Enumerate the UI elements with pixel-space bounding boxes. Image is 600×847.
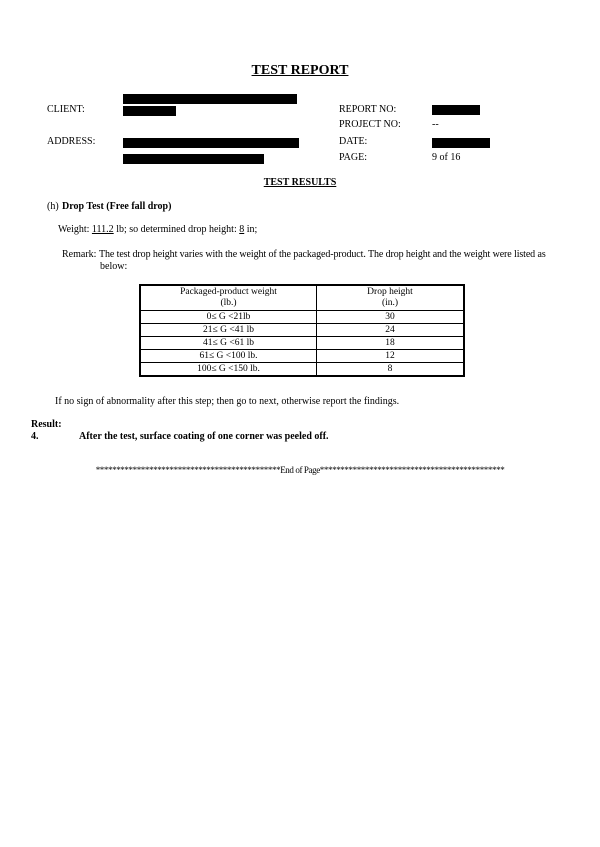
height-cell: 18 (317, 337, 465, 350)
end-of-page-marker: *********************************************End of Page********************************************* (95, 465, 505, 475)
weight-header-line2: (lb.) (220, 298, 237, 308)
weight-header-line1: Packaged-product weight (180, 287, 277, 297)
drop-height-column-header (317, 285, 465, 311)
client-label: CLIENT: (47, 104, 85, 115)
table-row (140, 324, 464, 337)
address-redaction-1 (123, 138, 299, 148)
address-label: ADDRESS: (47, 136, 96, 147)
drop-height-table (139, 284, 465, 377)
address-redaction-2 (123, 154, 264, 164)
height-cell: 30 (317, 311, 465, 324)
height-header-line1: Drop height (367, 287, 413, 297)
date-label: DATE: (339, 136, 368, 147)
result-text: After the test, surface coating of one corner was peeled off. (79, 431, 329, 442)
weight-cell: 41≤ G <61 lb (140, 337, 317, 350)
test-results-heading: TEST RESULTS (263, 177, 337, 188)
project-no-value: -- (432, 119, 439, 130)
remark-line-1: The test drop height varies with the weight of the packaged-product. The drop height and the weight were listed as (99, 249, 546, 260)
weight-line (58, 224, 257, 235)
weight-cell: 100≤ G <150 lb. (140, 363, 317, 377)
height-header-line2: (in.) (381, 298, 399, 308)
table-row (140, 363, 464, 377)
page-number: 9 of 16 (432, 152, 461, 163)
client-name-redaction (123, 94, 297, 104)
project-no-label: PROJECT NO: (339, 119, 401, 130)
remark-line-2: below: (100, 261, 128, 272)
page-label: PAGE: (339, 152, 367, 163)
item-title: Drop Test (Free fall drop) (62, 201, 172, 212)
item-marker: (h) (47, 201, 59, 212)
weight-cell: 21≤ G <41 lb (140, 324, 317, 337)
table-header-row (140, 285, 464, 311)
height-cell: 8 (317, 363, 465, 377)
table-row (140, 350, 464, 363)
remark-label: Remark: (62, 249, 97, 260)
date-redaction (432, 138, 490, 148)
height-cell: 12 (317, 350, 465, 363)
report-no-redaction (432, 105, 480, 115)
client-name-redaction-2 (123, 106, 176, 116)
weight-cell: 61≤ G <100 lb. (140, 350, 317, 363)
result-label: Result: (31, 419, 62, 430)
weight-value: 111.2 (91, 224, 114, 235)
drop-height-value: 8 (239, 224, 245, 235)
weight-mid: lb; so determined drop height: (113, 224, 240, 235)
table-row (140, 337, 464, 350)
weight-column-header (140, 285, 317, 311)
table-row (140, 311, 464, 324)
abnormality-note: If no sign of abnormality after this step; then go to next, otherwise report the findings. (55, 396, 400, 407)
result-number: 4. (31, 431, 39, 442)
report-no-label: REPORT NO: (339, 104, 397, 115)
weight-cell: 0≤ G <21lb (140, 311, 317, 324)
weight-suffix: in; (244, 224, 258, 235)
height-cell: 24 (317, 324, 465, 337)
weight-prefix: Weight: (58, 224, 92, 235)
report-title: TEST REPORT (251, 63, 349, 78)
